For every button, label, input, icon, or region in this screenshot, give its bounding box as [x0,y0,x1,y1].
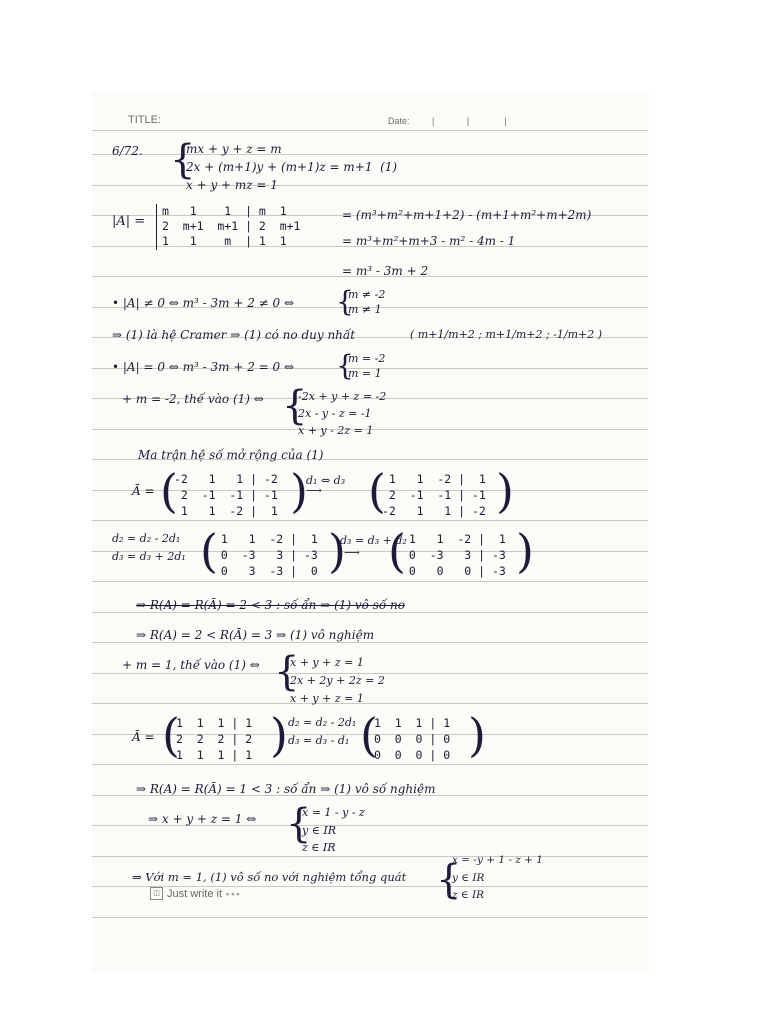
title-label: TITLE: [128,114,162,126]
param-sys-2: y ∈ IR [302,824,336,837]
abar-5-row-1: 1 1 1 | 1 [176,716,253,730]
abar-5-rparen: ) [270,708,288,762]
case-zero-cond-2: m = 1 [348,367,382,380]
abar-5-lparen: ( [162,708,180,762]
general-solution-2: y ∈ IR [452,872,485,884]
sub-m-neg2: + m = -2, thế vào (1) ⇔ [122,392,264,406]
ruled-line [92,612,648,613]
op-rows-b: d₃ = d₃ + d₂ [340,534,407,547]
rank-line-2: ⇒ R(A) = R(Ā) = 1 < 3 : số ẩn ⇒ (1) vô số nghiệm [136,782,436,796]
ruled-line [92,703,648,704]
system-m-1-3: x + y + z = 1 [290,692,364,705]
abar-6-lparen: ( [360,708,378,762]
general-solution-3: z ∈ IR [452,889,485,901]
system-eq-1: mx + y + z = m [186,142,282,156]
ruled-line [92,185,648,186]
det-row-1: m 1 1 | m 1 [162,204,287,218]
op-arrow-1: ⟶ [306,484,322,497]
abar-6-row-1: 1 1 1 | 1 [374,716,451,730]
case-nonzero: • |A| ≠ 0 ⇔ m³ - 3m + 2 ≠ 0 ⇔ [112,296,295,310]
op-rows-a-2: d₃ = d₃ + 2d₁ [112,550,186,563]
ruled-line [92,856,648,857]
det-label: |A| = [112,214,146,229]
abar-label-1: Ā = [132,484,155,498]
abar-1-lparen: ( [160,464,178,518]
system-m-neg2-brace: { [282,383,308,429]
abar-2-rparen: ) [496,464,514,518]
date-field-marks: | | | [432,116,507,126]
abar-2-lparen: ( [368,464,386,518]
conclusion: ⇒ Với m = 1, (1) vô số no với nghiệm tổng quát [132,870,407,884]
param-brace: { [286,801,312,847]
case-nonzero-brace: { [336,285,354,318]
op-swap: d₁ ⇔ d₃ [306,474,346,487]
case-zero-brace: { [336,349,354,382]
header-rule [92,130,648,131]
general-solution-1: x = -y + 1 - z + 1 [452,854,543,866]
ruled-line [92,581,648,582]
det-expansion-1: = (m³+m²+m+1+2) - (m+1+m²+m+2m) [342,208,592,222]
notebook-page [92,92,648,972]
ruled-line [92,520,648,521]
abar-4-row-1: 1 1 -2 | 1 [402,532,506,546]
param-sys-3: z ∈ IR [302,841,336,854]
system-m-1-1: x + y + z = 1 [290,656,364,669]
op-rows-a-1: d₂ = d₂ - 2d₁ [112,532,181,545]
op-rows-c-1: d₂ = d₂ - 2d₁ [288,716,357,729]
footer-text: Just write it [167,887,223,900]
system-eq-2: 2x + (m+1)y + (m+1)z = m+1 (1) [186,160,398,174]
op-rows-c-2: d₃ = d₃ - d₁ [288,734,350,747]
case-zero: • |A| = 0 ⇔ m³ - 3m + 2 = 0 ⇔ [112,360,295,374]
abar-1-row-3: 1 1 -2 | 1 [174,504,278,518]
abar-2-row-3: -2 1 1 | -2 [382,504,486,518]
abar-6-row-2: 0 0 0 | 0 [374,732,451,746]
det-row-2: 2 m+1 m+1 | 2 m+1 [162,219,301,233]
footer-brand [150,887,242,900]
abar-6-row-3: 0 0 0 | 0 [374,748,451,762]
abar-4-lparen: ( [388,524,406,578]
abar-2-row-1: 1 1 -2 | 1 [382,472,486,486]
system-m-1-2: 2x + 2y + 2z = 2 [290,674,385,687]
system-m-neg2-1: -2x + y + z = -2 [298,390,387,403]
struck-rank-line: ⇒ R(A) = R(Ā) = 2 < 3 : số ẩn ⇒ (1) vô số no [136,598,405,612]
ruled-line [92,917,648,918]
abar-3-row-2: 0 -3 3 | -3 [214,548,318,562]
abar-label-2: Ā = [132,730,155,744]
cramer-line: ⇒ (1) là hệ Cramer ⇒ (1) có no duy nhất [112,328,356,342]
rank-line-1: ⇒ R(A) = 2 < R(Ā) = 3 ⇒ (1) vô nghiệm [136,628,375,642]
abar-1-rparen: ) [290,464,308,518]
general-solution-brace: { [436,857,462,903]
param-sys-1: x = 1 - y - z [302,806,365,819]
abar-3-lparen: ( [200,524,218,578]
case-nonzero-cond-1: m ≠ -2 [348,288,386,301]
abar-3-rparen: ) [328,524,346,578]
abar-5-row-2: 2 2 2 | 2 [176,732,253,746]
abar-1-row-1: -2 1 1 | -2 [174,472,278,486]
system-m-neg2-2: 2x - y - z = -1 [298,407,372,420]
abar-4-rparen: ) [516,524,534,578]
brand-logo-icon: ◫ [150,887,163,900]
abar-1-row-2: 2 -1 -1 | -1 [174,488,278,502]
det-row-3: 1 1 m | 1 1 [162,234,287,248]
ruled-line [92,642,648,643]
param-lead: ⇒ x + y + z = 1 ⇔ [148,812,257,826]
det-left-bar [156,204,157,250]
abar-6-rparen: ) [468,708,486,762]
system-brace: { [170,137,196,183]
system-m-1-brace: { [274,649,300,695]
det-expansion-3: = m³ - 3m + 2 [342,264,429,278]
system-eq-3: x + y + mz = 1 [186,178,278,192]
problem-number: 6/72. [112,144,143,158]
sub-m-1: + m = 1, thế vào (1) ⇔ [122,658,260,672]
date-label: Date: [388,116,410,126]
abar-4-row-2: 0 -3 3 | -3 [402,548,506,562]
ruled-line [92,764,648,765]
system-m-neg2-3: x + y - 2z = 1 [298,424,374,437]
abar-4-row-3: 0 0 0 | -3 [402,564,506,578]
brand-dots-icon: ▪▪▪ [226,888,242,899]
abar-5-row-3: 1 1 1 | 1 [176,748,253,762]
abar-3-row-3: 0 3 -3 | 0 [214,564,318,578]
abar-2-row-2: 2 -1 -1 | -1 [382,488,486,502]
cramer-solution: ( m+1/m+2 ; m+1/m+2 ; -1/m+2 ) [410,328,603,341]
det-expansion-2: = m³+m²+m+3 - m² - 4m - 1 [342,234,516,248]
case-nonzero-cond-2: m ≠ 1 [348,303,382,316]
op-arrow-2: ⟶ [344,546,360,559]
augmented-title: Ma trận hệ số mở rộng của (1) [138,448,324,462]
abar-3-row-1: 1 1 -2 | 1 [214,532,318,546]
case-zero-cond-1: m = -2 [348,352,386,365]
